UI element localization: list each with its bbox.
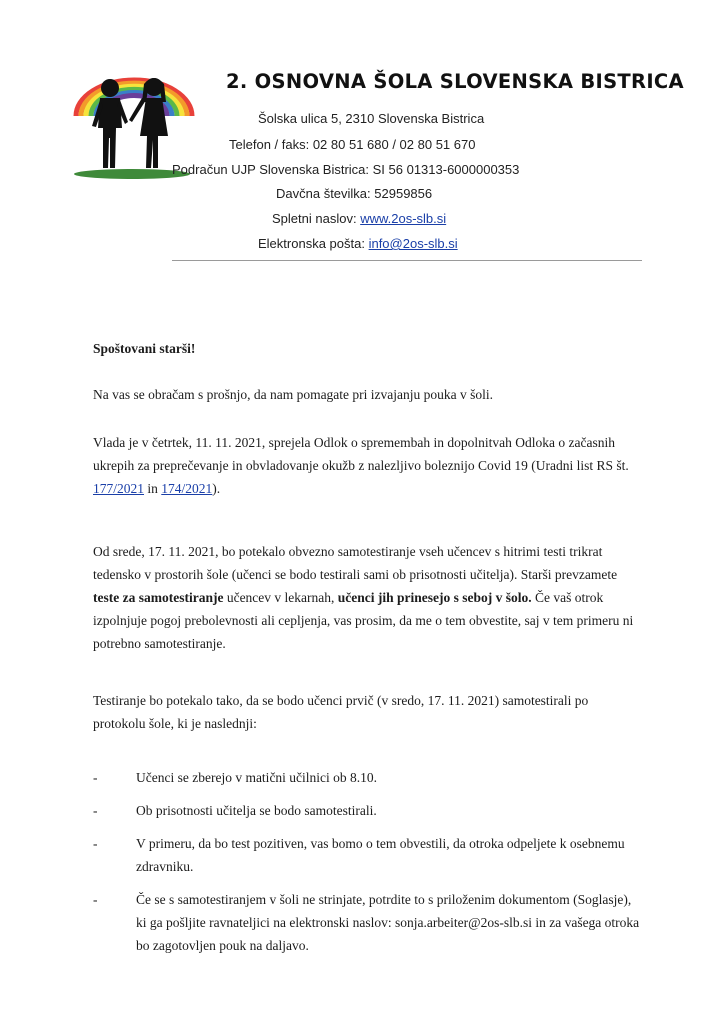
protocol-list-item: [93, 766, 643, 789]
letter-paragraph-decree: [93, 431, 643, 500]
school-tax-number-line: [276, 186, 432, 201]
testing-text-b: učencev v lekarnah,: [226, 590, 335, 605]
decree-and: in: [147, 481, 158, 496]
testing-text-a: Od srede, 17. 11. 2021, bo potekalo obvezno samotestiranje vseh učencev s hitrimi testi trikrat tedensko v prostorih šole (učenci se bodo testirali sami ob prisotnosti učitelja). Starši prevzamete: [93, 544, 618, 582]
protocol-list-item: [93, 888, 643, 957]
bullet-dash: -: [93, 803, 98, 818]
gazette-link-177[interactable]: 177/2021: [93, 481, 145, 496]
tax-number: 52959856: [374, 186, 433, 201]
school-account: Podračun UJP Slovenska Bistrica: SI 56 01313-6000000353: [172, 162, 520, 177]
decree-end: ).: [212, 481, 221, 496]
bullet-dash: -: [93, 892, 98, 907]
school-logo: [70, 50, 202, 180]
rainbow-logo-arcs: [76, 80, 192, 116]
protocol-list-item: [93, 832, 643, 878]
email-label: Elektronska pošta:: [258, 236, 365, 251]
bullet-dash: -: [93, 836, 98, 851]
decree-text: Vlada je v četrtek, 11. 11. 2021, sprejela Odlok o spremembah in dopolnitvah Odloka o začasnih ukrepih za preprečevanje in obvladovanje okužb z nalezljivo boleznijo Covid 19 (Uradni list RS št.: [93, 435, 629, 473]
testing-text-c: Če vaš otrok izpolnjuje pogoj prebolevnosti ali cepljenja, vas prosim, da me o tem obvestite, saj v tem primeru ni potrebno samotestiranje.: [93, 590, 634, 651]
testing-bold-tests: teste za samotestiranje: [93, 590, 224, 605]
letter-paragraph-request: Na vas se obračam s prošnjo, da nam pomagate pri izvajanju pouka v šoli.: [93, 387, 494, 402]
school-email-line: [258, 236, 458, 251]
gazette-link-174[interactable]: 174/2021: [161, 481, 213, 496]
school-website-line: [272, 211, 446, 226]
bullet-dash: -: [93, 770, 98, 785]
school-name: 2. OSNOVNA ŠOLA SLOVENSKA BISTRICA: [226, 70, 684, 93]
protocol-list-item: [93, 799, 643, 822]
protocol-item-text: V primeru, da bo test pozitiven, vas bomo o tem obvestili, da otroka odpeljete k osebnemu zdravniku.: [136, 836, 625, 874]
protocol-bullets: [93, 766, 643, 957]
protocol-item-text: Učenci se zberejo v matični učilnici ob 8.10.: [136, 770, 378, 785]
school-phone: Telefon / faks: 02 80 51 680 / 02 80 51 670: [229, 137, 476, 152]
email-link[interactable]: info@2os-slb.si: [368, 236, 458, 251]
website-link[interactable]: www.2os-slb.si: [360, 211, 447, 226]
letter-paragraph-protocol: Testiranje bo potekalo tako, da se bodo učenci prvič (v sredo, 17. 11. 2021) samotestirali po protokolu šole, ki je naslednji:: [93, 693, 589, 731]
website-label: Spletni naslov:: [272, 211, 357, 226]
protocol-item-text: Ob prisotnosti učitelja se bodo samotestirali.: [136, 803, 377, 818]
protocol-item-text: Če se s samotestiranjem v šoli ne strinjate, potrdite to s priloženim dokumentom (Soglasje), ki ga pošljite ravnateljici na elektronski naslov: sonja.arbeiter@2os-slb.si in za vašega otroka bo zagotovljen pouk na daljavo.: [136, 892, 640, 953]
protocol-list: [93, 766, 643, 967]
letter-paragraph-testing: [93, 540, 643, 655]
testing-bold-bring: učenci jih prinesejo s seboj v šolo.: [337, 590, 532, 605]
tax-label: Davčna številka:: [276, 186, 371, 201]
letter-greeting: Spoštovani starši!: [93, 341, 196, 356]
school-address: Šolska ulica 5, 2310 Slovenska Bistrica: [258, 111, 485, 126]
header-divider: [172, 260, 642, 261]
